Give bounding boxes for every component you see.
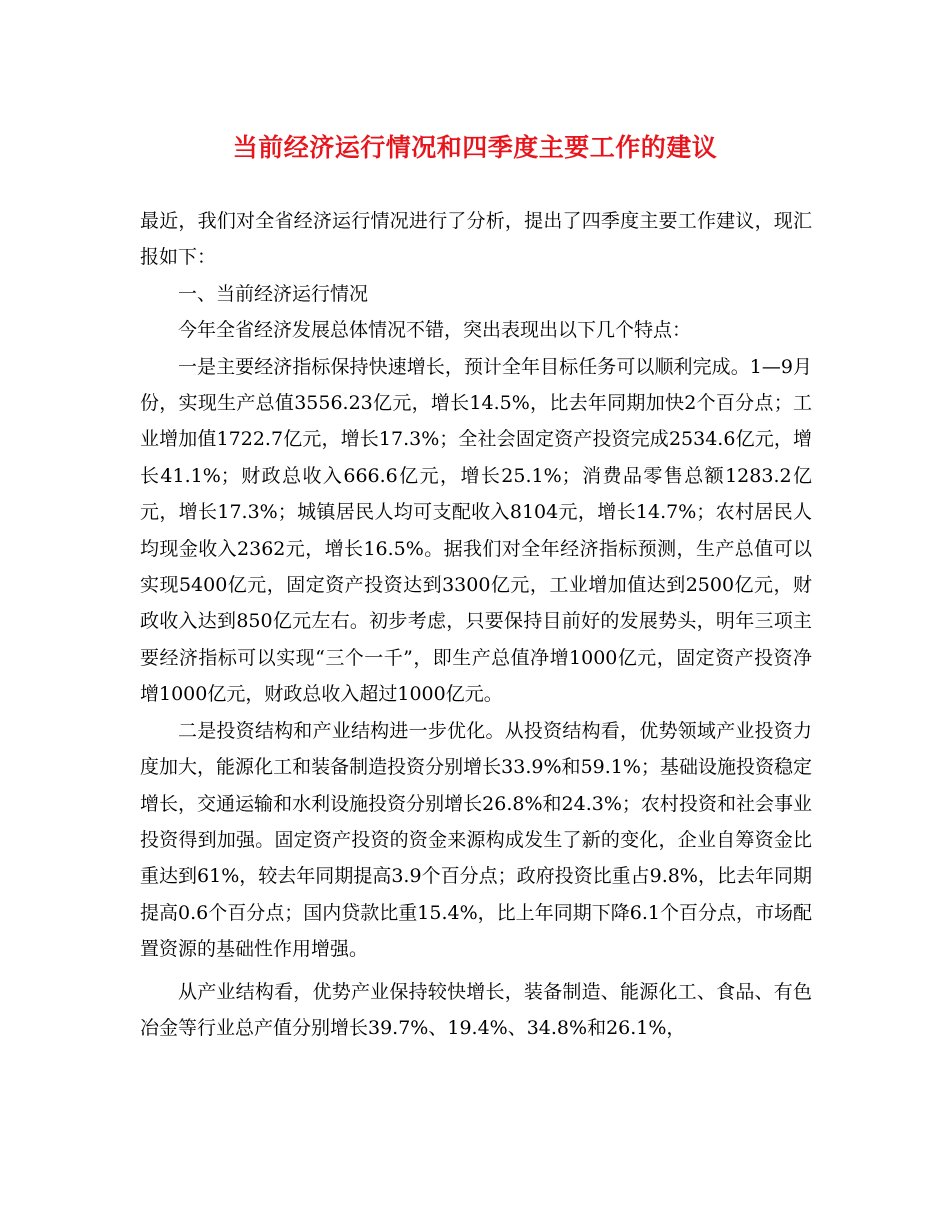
paragraph: 今年全省经济发展总体情况不错，突出表现出以下几个特点： [178, 319, 692, 342]
intro-paragraph: 最近，我们对全省经济运行情况进行了分析，提出了四季度主要工作建议，现汇报如下： [140, 210, 812, 269]
paragraph: 一是主要经济指标保持快速增长，预计全年目标任务可以顺利完成。1—9月份，实现生产总值3556.23亿元，增长14.5%，比去年同期加快2个百分点；工业增加值1722.7亿元，增长17.3%；全社会固定资产投资完成2534.6亿元，增长41.1%；财政总收入666.6亿元，增长25.1%；消费品零售总额1283.2亿元，增长17.3%；城镇居民人均可支配收入8104元，增长14.7%；农村居民人均现金收入2362元，增长16.5%。据我们对全年经济指标预测，生产总值可以实现5400亿元，固定资产投资达到3300亿元，工业增加值达到2500亿元，财政收入达到850亿元左右。初步考虑，只要保持目前好的发展势头，明年三项主要经济指标可以实现“三个一千”，即生产总值净增1000亿元，固定资产投资净增1000亿元，财政总收入超过1000亿元。 [140, 355, 812, 706]
paragraph: 二是投资结构和产业结构进一步优化。从投资结构看，优势领域产业投资力度加大，能源化工和装备制造投资分别增长33.9%和59.1%；基础设施投资稳定增长，交通运输和水利设施投资分别增长26.8%和24.3%；农村投资和社会事业投资得到加强。固定资产投资的资金来源构成发生了新的变化，企业自筹资金比重达到61%，较去年同期提高3.9个百分点；政府投资比重占9.8%，比去年同期提高0.6个百分点；国内贷款比重15.4%，比上年同期下降6.1个百分点，市场配置资源的基础性作用增强。 [140, 719, 812, 961]
paragraph: 从产业结构看，优势产业保持较快增长，装备制造、能源化工、食品、有色冶金等行业总产值分别增长39.7%、19.4%、34.8%和26.1%， [140, 980, 812, 1039]
section-heading: 一、当前经济运行情况 [178, 282, 369, 305]
document-body [140, 203, 812, 1046]
document-title: 当前经济运行情况和四季度主要工作的建议 [232, 133, 718, 162]
